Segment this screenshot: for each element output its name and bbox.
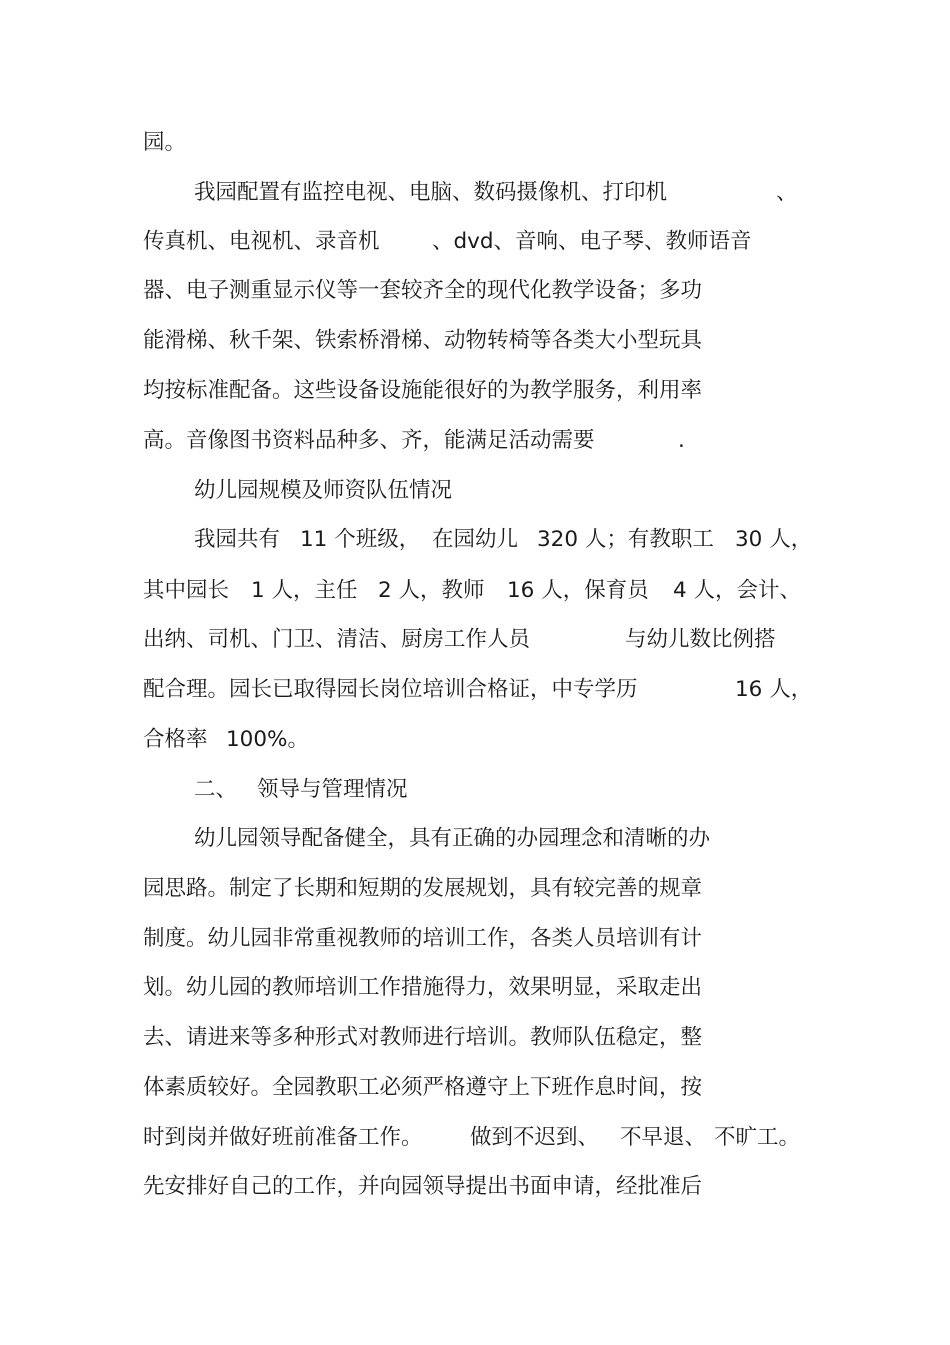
text-segment: 时到岗并做好班前准备工作。 — [143, 1125, 423, 1150]
text-segment: 16 人，保育员 — [507, 578, 649, 603]
text-segment: 100%。 — [226, 727, 309, 752]
text-segment: 做到不迟到、 — [470, 1125, 600, 1150]
text-segment: 园。 — [143, 130, 187, 155]
text-segment: 均按标准配备。这些设备设施能很好的为教学服务，利用率 — [143, 378, 703, 403]
text-segment: 30 人， — [735, 527, 813, 552]
section-title: 领导与管理情况 — [257, 777, 408, 802]
text-segment: 合格率 — [143, 727, 208, 752]
text-segment: 去、请进来等多种形式对教师进行培训。教师队伍稳定，整 — [143, 1025, 703, 1050]
text-segment: 传真机、电视机、录音机 — [143, 229, 380, 254]
text-segment: 320 人；有教职工 — [537, 527, 714, 552]
text-segment: 不早退、 — [620, 1125, 707, 1150]
text-segment: . — [678, 428, 685, 453]
text-segment: 、 — [776, 180, 798, 205]
text-segment: 与幼儿数比例搭 — [625, 627, 776, 652]
text-segment: 划。幼儿园的教师培训工作措施得力，效果明显，采取走出 — [143, 975, 703, 1000]
text-segment: 4 人，会计、 — [673, 578, 802, 603]
text-segment: 幼儿园领导配备健全，具有正确的办园理念和清晰的办 — [194, 826, 711, 851]
text-segment: 我园配置有监控电视、电脑、数码摄像机、打印机 — [194, 180, 668, 205]
text-segment: 出纳、司机、门卫、清洁、厨房工作人员 — [143, 627, 531, 652]
text-segment: 、dvd、音响、电子琴、教师语音 — [432, 229, 752, 254]
text-segment: 高。音像图书资料品种多、齐，能满足活动需要 — [143, 428, 595, 453]
text-segment: 先安排好自己的工作，并向园领导提出书面申请，经批准后 — [143, 1174, 703, 1199]
text-segment: 制度。幼儿园非常重视教师的培训工作，各类人员培训有计 — [143, 926, 703, 951]
text-segment: 器、电子测重显示仪等一套较齐全的现代化教学设备；多功 — [143, 278, 703, 303]
text-segment: 园思路。制定了长期和短期的发展规划，具有较完善的规章 — [143, 876, 703, 901]
text-segment: 不旷工。 — [714, 1125, 801, 1150]
text-segment: 1 人，主任 — [251, 578, 358, 603]
text-segment: 幼儿园规模及师资队伍情况 — [194, 478, 453, 503]
text-segment: 16 人， — [735, 677, 813, 702]
text-segment: 2 人，教师 — [378, 578, 485, 603]
text-segment: 能滑梯、秋千架、铁索桥滑梯、动物转椅等各类大小型玩具 — [143, 328, 703, 353]
text-segment: 配合理。园长已取得园长岗位培训合格证，中专学历 — [143, 677, 638, 702]
text-segment: 在园幼儿 — [432, 527, 519, 552]
text-segment: 我园共有 — [194, 527, 281, 552]
text-segment: 体素质较好。全园教职工必须严格遵守上下班作息时间，按 — [143, 1075, 703, 1100]
section-number: 二、 — [194, 777, 238, 802]
text-segment: 其中园长 — [143, 578, 230, 603]
text-segment: 11 个班级， — [300, 527, 421, 552]
